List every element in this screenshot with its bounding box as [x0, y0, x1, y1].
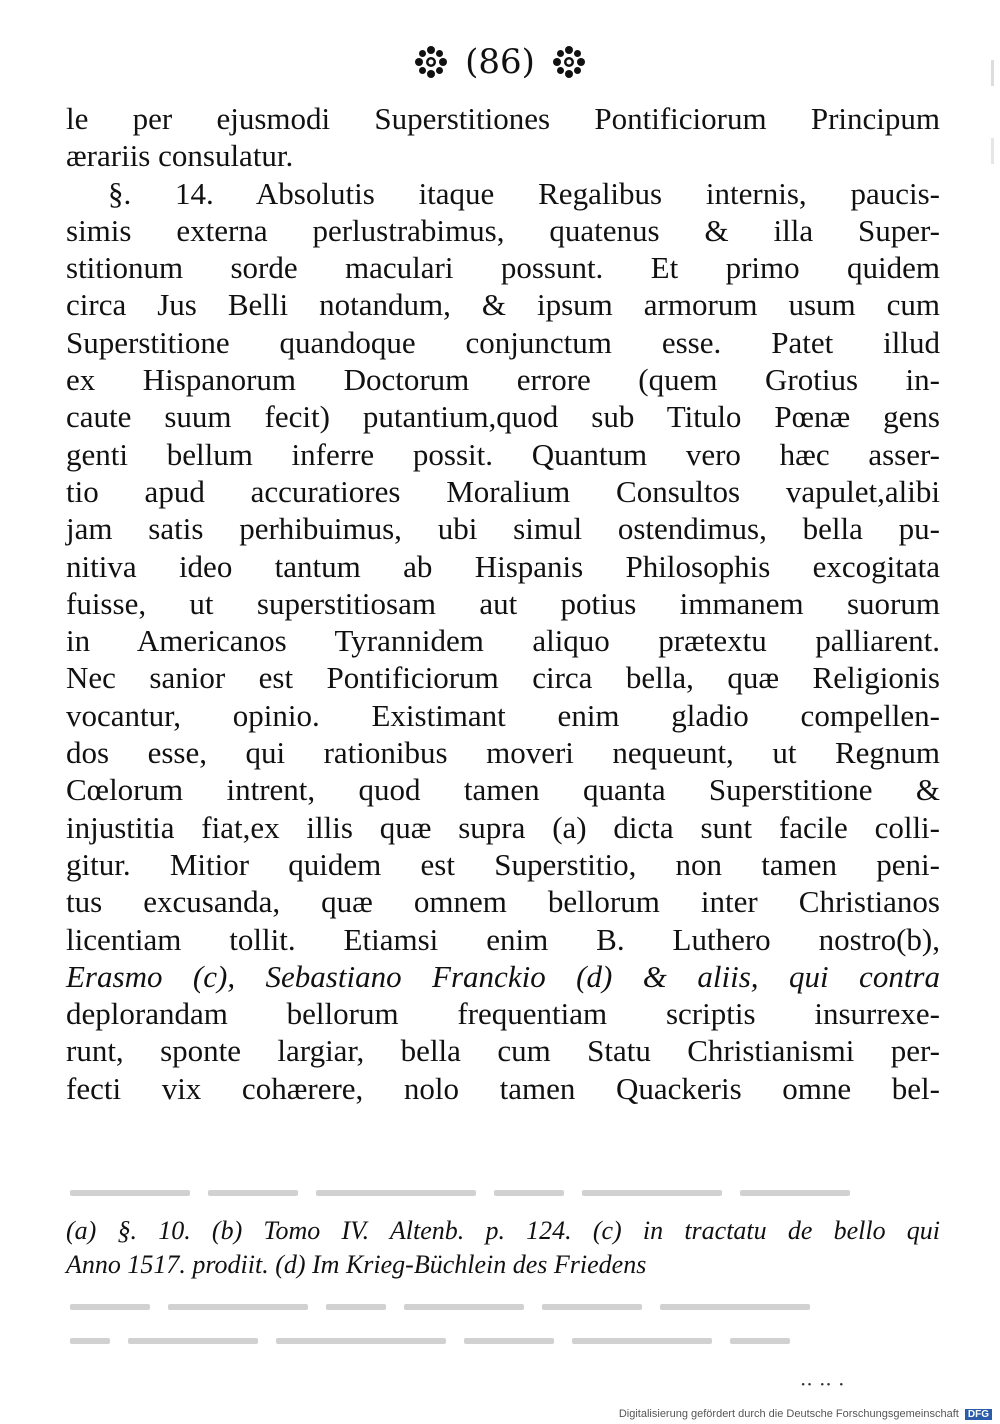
- text-line: nitiva ideo tantum ab Hispanis Philosophis excogitata: [66, 548, 940, 584]
- text-line: runt, sponte largiar, bella cum Statu Christianismi per-: [66, 1033, 940, 1069]
- text-line: simis externa perlustrabimus, quatenus & illa Super-: [66, 212, 940, 248]
- ornament-left-icon: [414, 45, 448, 79]
- text-line: deplorandam bellorum frequentiam scriptis insurrexe-: [66, 996, 940, 1032]
- text-line: tus excusanda, quæ omnem bellorum inter Christianos: [66, 884, 940, 920]
- text-line: ærariis consulatur.: [66, 138, 294, 174]
- text-line: tio apud accuratiores Moralium Consultos vapulet,alibi: [66, 473, 940, 509]
- text-line: §. 14. Absolutis itaque Regalibus internis, paucis-: [108, 175, 940, 211]
- footnotes: [66, 1214, 940, 1282]
- text-line: ex Hispanorum Doctorum errore (quem Grotius in-: [66, 362, 940, 398]
- bleed-through-line: [70, 1330, 930, 1360]
- text-line: Nec sanior est Pontificiorum circa bella, quæ Religionis: [66, 660, 940, 696]
- text-line: circa Jus Belli notandum, & ipsum armorum usum cum: [66, 287, 940, 323]
- text-line: le per ejusmodi Superstitiones Pontificiorum Principum: [66, 101, 940, 136]
- footnote-line: Anno 1517. prodiit. (d) Im Krieg-Büchlein des Friedens: [66, 1250, 647, 1279]
- credit-text: Digitalisierung gefördert durch die Deutsche Forschungsgemeinschaft: [618, 1408, 959, 1420]
- scan-edge-artifact: [991, 60, 994, 1360]
- text-line: dos esse, qui rationibus moveri nequeunt, ut Regnum: [66, 735, 940, 771]
- text-line: stitionum sorde maculari possunt. Et primo quidem: [66, 250, 940, 286]
- text-line: injustitia fiat,ex illis quæ supra (a) dicta sunt facile colli-: [66, 809, 940, 845]
- text-line: caute suum fecit) putantium,quod sub Titulo Pœnæ gens: [66, 399, 940, 435]
- text-line: jam satis perhibuimus, ubi simul ostendimus, bella pu-: [66, 511, 940, 547]
- text-line: in Americanos Tyrannidem aliquo prætextu palliarent.: [66, 623, 940, 659]
- page-number: (86): [465, 42, 535, 82]
- ornament-right-icon: [552, 45, 586, 79]
- text-line: licentiam tollit. Etiamsi enim B. Luthero nostro(b),: [66, 921, 940, 957]
- text-line: fecti vix cohærere, nolo tamen Quackeris omne bel-: [66, 1070, 940, 1106]
- text-line: fuisse, ut superstitiosam aut potius immanem suorum: [66, 585, 940, 621]
- bleed-through-line: [70, 1296, 930, 1326]
- text-line: gitur. Mitior quidem est Superstitio, non tamen peni-: [66, 846, 940, 882]
- digitization-credit: [619, 1408, 992, 1420]
- text-line: Erasmo (c), Sebastiano Franckio (d) & aliis, qui contra: [66, 958, 940, 994]
- text-line: Cœlorum intrent, quod tamen quanta Superstitione &: [66, 772, 940, 808]
- text-line: genti bellum inferre possit. Quantum vero hæc asser-: [66, 436, 940, 472]
- footnote-line: (a) §. 10. (b) Tomo IV. Altenb. p. 124. (c) in tractatu de bello qui: [66, 1216, 940, 1245]
- text-line: vocantur, opinio. Existimant enim gladio compellen-: [66, 697, 940, 733]
- text-line: Superstitione quandoque conjunctum esse. Patet illud: [66, 324, 940, 360]
- scan-mark: ·· ·· ·: [800, 1372, 845, 1396]
- body-text: [66, 100, 940, 1107]
- page-header: [0, 40, 1000, 82]
- dfg-logo: DFG: [965, 1409, 992, 1420]
- bleed-through-line: [70, 1182, 930, 1212]
